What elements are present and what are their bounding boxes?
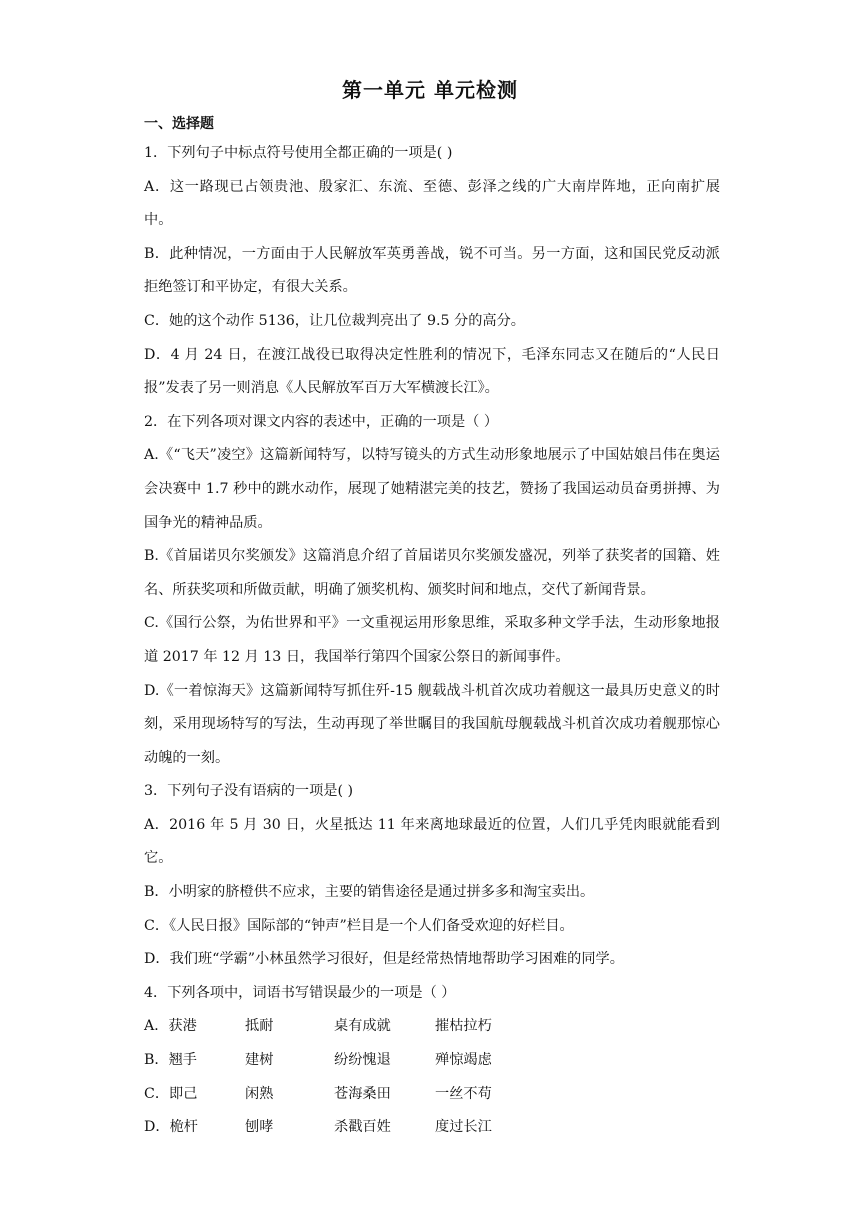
page-title: 第一单元 单元检测 <box>342 78 518 102</box>
question-1-option-a: A．这一路现已占领贵池、殷家汇、东流、至德、彭泽之线的广大南岸阵地，正向南扩展中。 <box>144 178 720 229</box>
question-3-stem: 3．下列句子没有语病的一项是( ) <box>144 783 354 800</box>
word-cell: 殚惊竭虑 <box>435 1052 492 1069</box>
word-cell: 摧枯拉朽 <box>435 1018 492 1035</box>
question-4-options <box>144 1010 720 1144</box>
word-cell: 闲熟 <box>245 1085 274 1102</box>
question-3-option-a: A．2016 年 5 月 30 日，火星抵达 11 年来离地球最近的位置，人们几乎凭肉眼就能看到它。 <box>144 816 720 867</box>
word-cell: 杀戳百姓 <box>334 1119 391 1136</box>
word-cell: 苍海桑田 <box>334 1085 391 1102</box>
word-cell: B．翘手 <box>144 1052 197 1069</box>
word-cell: 刨哮 <box>245 1119 274 1136</box>
question-4-option-b <box>144 1044 720 1078</box>
question-2-option-a: A.《“飞天”凌空》这篇新闻特写，以特写镜头的方式生动形象地展示了中国姑娘吕伟在奥运会决赛中 1.7 秒中的跳水动作，展现了她精湛完美的技艺，赞扬了我国运动员奋勇拼搏、为国争光的精神品质。 <box>144 447 720 531</box>
question-1-option-c: C．她的这个动作 5136，让几位裁判亮出了 9.5 分的高分。 <box>144 312 525 329</box>
question-4-option-a <box>144 1010 720 1044</box>
section-heading: 一、选择题 <box>144 116 214 132</box>
word-cell: 一丝不苟 <box>435 1085 492 1102</box>
question-4-option-d <box>144 1111 720 1145</box>
question-3-option-b: B．小明家的脐橙供不应求，主要的销售途径是通过拼多多和淘宝卖出。 <box>144 884 595 901</box>
question-list <box>144 137 720 1145</box>
question-1-option-d: D．4 月 24 日，在渡江战役已取得决定性胜利的情况下，毛泽东同志又在随后的“人民日报”发表了另一则消息《人民解放军百万大军横渡长江》。 <box>144 346 720 397</box>
word-cell: C．即己 <box>144 1085 198 1102</box>
word-cell: 度过长江 <box>435 1119 492 1136</box>
question-4-option-c <box>144 1078 720 1112</box>
word-cell: 纷纷愧退 <box>334 1052 391 1069</box>
question-3-option-c: C．《人民日报》国际部的“钟声”栏目是一个人们备受欢迎的好栏目。 <box>144 917 574 934</box>
question-2-option-b: B.《首届诺贝尔奖颁发》这篇消息介绍了首届诺贝尔奖颁发盛况，列举了获奖者的国籍、姓名、所获奖项和所做贡献，明确了颁奖机构、颁奖时间和地点，交代了新闻背景。 <box>144 548 720 598</box>
word-cell: 建树 <box>245 1052 274 1069</box>
question-3-option-d: D．我们班“学霸”小林虽然学习很好，但是经常热情地帮助学习困难的同学。 <box>144 951 624 968</box>
question-2-option-d: D.《一着惊海天》这篇新闻特写抓住歼-15 舰载战斗机首次成功着舰这一最具历史意义的时刻，采用现场特写的写法，生动再现了举世瞩目的我国航母舰载战斗机首次成功着舰那惊心动魄的一刻。 <box>144 682 720 766</box>
word-cell: 抵耐 <box>245 1018 274 1035</box>
question-2-stem: 2．在下列各项对课文内容的表述中，正确的一项是（ ） <box>144 413 499 430</box>
question-1-option-b: B．此种情况，一方面由于人民解放军英勇善战，锐不可当。另一方面，这和国民党反动派拒绝签订和平协定，有很大关系。 <box>144 245 720 296</box>
word-cell: D．桅杆 <box>144 1119 198 1136</box>
word-cell: A．获港 <box>144 1018 197 1035</box>
word-cell: 桌有成就 <box>334 1018 391 1035</box>
question-1-stem: 1．下列句子中标点符号使用全都正确的一项是( ) <box>144 145 453 161</box>
question-4-stem: 4．下列各项中，词语书写错误最少的一项是（ ） <box>144 984 456 1001</box>
question-2-option-c: C.《国行公祭，为佑世界和平》一文重视运用形象思维，采取多种文学手法，生动形象地报道 2017 年 12 月 13 日，我国举行第四个国家公祭日的新闻事件。 <box>144 615 720 665</box>
